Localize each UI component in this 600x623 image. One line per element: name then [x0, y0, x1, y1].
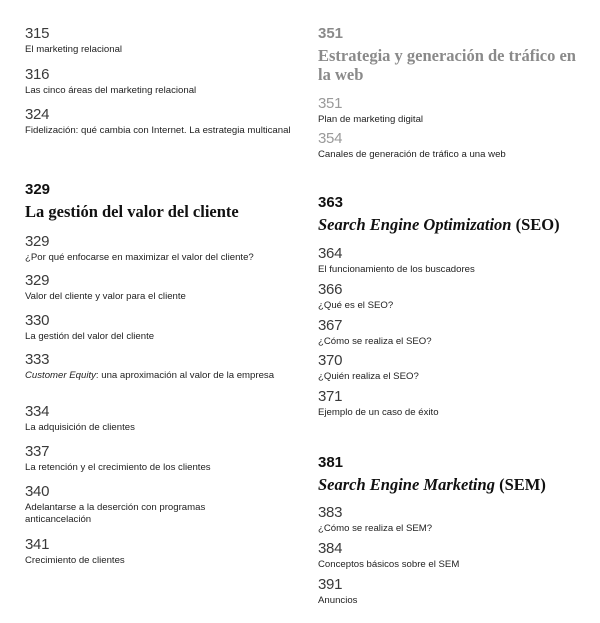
chapter-title	[318, 215, 593, 234]
toc-entry[interactable]	[25, 484, 295, 526]
toc-entry[interactable]	[318, 131, 593, 161]
entry-title: ¿Por qué enfocarse en maximizar el valor del cliente?	[25, 252, 254, 263]
entry-title: Ejemplo de un caso de éxito	[318, 407, 439, 418]
chapter-number: 381	[318, 454, 344, 471]
toc-entry[interactable]	[25, 537, 295, 567]
entry-title: Crecimiento de clientes	[25, 555, 125, 566]
page-number: 316	[25, 66, 50, 83]
chapter-heading[interactable]	[318, 26, 593, 84]
entry-title: Las cinco áreas del marketing relacional	[25, 85, 197, 96]
chapter-title: La gestión del valor del cliente	[25, 202, 239, 221]
page-number: 340	[25, 483, 50, 500]
chapter-number: 363	[318, 194, 344, 211]
page-number: 371	[318, 388, 343, 405]
toc-entry[interactable]	[318, 389, 593, 419]
entry-title: El funcionamiento de los buscadores	[318, 264, 475, 275]
toc-entry[interactable]	[318, 353, 593, 383]
entry-title: El marketing relacional	[25, 44, 123, 55]
toc-entry[interactable]	[25, 107, 295, 137]
toc-entry[interactable]	[25, 352, 295, 382]
page-number: 333	[25, 351, 50, 368]
page-number: 341	[25, 536, 50, 553]
entry-title: La gestión del valor del cliente	[25, 331, 155, 342]
page-number: 330	[25, 312, 50, 329]
chapter-title-rest: (SEM)	[494, 475, 546, 494]
page-number: 334	[25, 403, 50, 420]
page-number: 351	[318, 95, 343, 112]
chapter-title: Estrategia y generación de tráfico en la web	[318, 46, 576, 84]
entry-title: La retención y el crecimiento de los clientes	[25, 462, 211, 473]
page-number: 337	[25, 443, 50, 460]
entry-title: Conceptos básicos sobre el SEM	[318, 559, 460, 570]
page-number: 364	[318, 245, 343, 262]
entry-title	[25, 370, 295, 382]
toc-entry[interactable]	[318, 282, 593, 312]
entry-title: ¿Cómo se realiza el SEO?	[318, 336, 432, 347]
page-number: 329	[25, 272, 50, 289]
entry-title: Valor del cliente y valor para el cliente	[25, 291, 186, 302]
toc-entry[interactable]	[318, 505, 593, 535]
entry-title: Canales de generación de tráfico a una web	[318, 149, 506, 160]
toc-entry[interactable]	[25, 67, 295, 97]
toc-entry[interactable]	[25, 444, 295, 474]
toc-entry[interactable]	[25, 234, 295, 264]
toc-entry[interactable]	[318, 246, 593, 276]
toc-entry[interactable]	[318, 318, 593, 348]
chapter-heading[interactable]	[318, 195, 593, 234]
entry-title-italic: Customer Equity	[25, 370, 96, 381]
entry-title: La adquisición de clientes	[25, 422, 135, 433]
page-number: 367	[318, 317, 343, 334]
entry-title: Fidelización: qué cambia con Internet. La estrategia multicanal	[25, 125, 291, 136]
chapter-heading[interactable]	[25, 182, 295, 221]
entry-title: Adelantarse a la deserción con programas anticancelación	[25, 502, 206, 525]
page-number: 324	[25, 106, 50, 123]
entry-title-rest: : una aproximación al valor de la empresa	[95, 370, 275, 381]
page-number: 366	[318, 281, 343, 298]
chapter-number: 351	[318, 25, 344, 42]
toc-entry[interactable]	[25, 313, 295, 343]
page-number: 370	[318, 352, 343, 369]
page-number: 354	[318, 130, 343, 147]
chapter-number: 329	[25, 181, 51, 198]
entry-title: Anuncios	[318, 595, 358, 606]
chapter-title-italic: Search Engine Marketing	[318, 475, 495, 494]
toc-entry[interactable]	[25, 273, 295, 303]
chapter-heading[interactable]	[318, 455, 593, 494]
page-number: 329	[25, 233, 50, 250]
toc-entry[interactable]	[318, 96, 593, 126]
page-number: 391	[318, 576, 343, 593]
entry-title: ¿Cómo se realiza el SEM?	[318, 523, 433, 534]
toc-entry[interactable]	[25, 404, 295, 434]
toc-entry[interactable]	[318, 541, 593, 571]
page-number: 384	[318, 540, 343, 557]
entry-title: ¿Qué es el SEO?	[318, 300, 394, 311]
toc-entry[interactable]	[318, 577, 593, 607]
entry-title: Plan de marketing digital	[318, 114, 424, 125]
chapter-title	[318, 475, 593, 494]
toc-entry[interactable]	[25, 26, 295, 56]
entry-title: ¿Quién realiza el SEO?	[318, 371, 419, 382]
chapter-title-rest: (SEO)	[511, 215, 560, 234]
page-number: 315	[25, 25, 50, 42]
page-number: 383	[318, 504, 343, 521]
chapter-title-italic: Search Engine Optimization	[318, 215, 512, 234]
